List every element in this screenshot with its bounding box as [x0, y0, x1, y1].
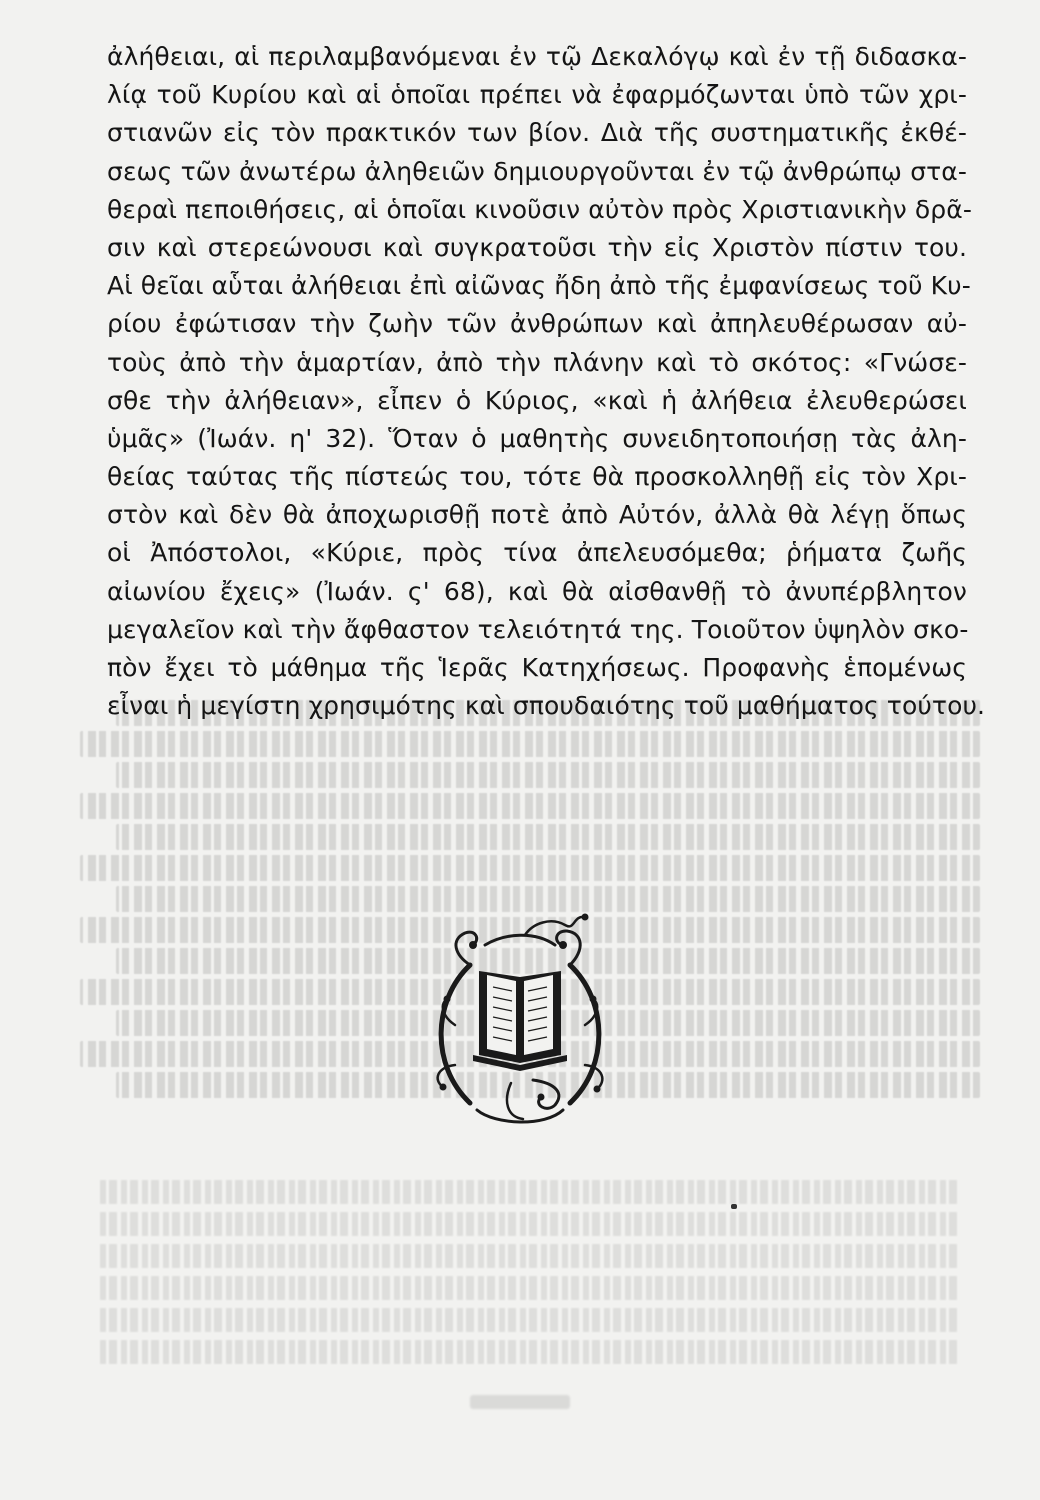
- text-line: τοὺς ἀπὸ τὴν ἁμαρτίαν, ἀπὸ τὴν πλάνην καὶ τὸ σκότος: «Γνώσε-: [107, 347, 967, 377]
- text-line: ἀλήθειαι, αἱ περιλαμβανόμεναι ἐν τῷ Δεκαλόγῳ καὶ ἐν τῇ διδασκα-: [107, 42, 967, 71]
- text-line: οἱ Ἀπόστολοι, «Κύριε, πρὸς τίνα ἀπελευσόμεθα; ῥήματα ζωῆς: [107, 538, 967, 568]
- text-line: σιν καὶ στερεώνουσι καὶ συγκρατοῦσι τὴν εἰς Χριστὸν πίστιν του.: [107, 232, 967, 262]
- ink-speck: [731, 1204, 737, 1209]
- open-book-wreath-icon: [415, 905, 625, 1135]
- text-line: στὸν καὶ δὲν θὰ ἀποχωρισθῇ ποτὲ ἀπὸ Αὐτόν, ἀλλὰ θὰ λέγῃ ὅπως: [107, 500, 967, 530]
- text-line: ρίου ἐφώτισαν τὴν ζωὴν τῶν ἀνθρώπων καὶ ἀπηλευθέρωσαν αὐ-: [107, 309, 967, 339]
- text-line: θεραὶ πεποιθήσεις, αἱ ὁποῖαι κινοῦσιν αὐτὸν πρὸς Χριστιανικὴν δρᾶ-: [107, 194, 972, 224]
- text-line: σεως τῶν ἀνωτέρω ἀληθειῶν δημιουργοῦνται ἐν τῷ ἀνθρώπῳ στα-: [107, 156, 967, 186]
- text-line: πὸν ἔχει τὸ μάθημα τῆς Ἱερᾶς Κατηχήσεως. Προφανὴς ἑπομένως: [107, 653, 967, 682]
- text-line: ὑμᾶς» (Ἰωάν. η' 32). Ὅταν ὁ μαθητὴς συνειδητοποιήσῃ τὰς ἀλη-: [107, 423, 967, 453]
- text-line: εἶναι ἡ μεγίστη χρησιμότης καὶ σπουδαιότης τοῦ μαθήματος τούτου.: [107, 691, 986, 721]
- body-text: [107, 38, 986, 725]
- text-line: στιανῶν εἰς τὸν πρακτικόν των βίον. Διὰ τῆς συστηματικῆς ἐκθέ-: [107, 118, 967, 148]
- bleed-through-text-lower: [100, 1180, 960, 1400]
- text-line: Αἱ θεῖαι αὗται ἀλήθειαι ἐπὶ αἰῶνας ἤδη ἀπὸ τῆς ἐμφανίσεως τοῦ Κυ-: [107, 271, 971, 301]
- bleed-through-page-number: [470, 1395, 570, 1409]
- text-line: αἰωνίου ἔχεις» (Ἰωάν. ς' 68), καὶ θὰ αἰσθανθῇ τὸ ἀνυπέρβλητον: [107, 576, 967, 606]
- text-line: λίᾳ τοῦ Κυρίου καὶ αἱ ὁποῖαι πρέπει νὰ ἐφαρμόζωνται ὑπὸ τῶν χρι-: [107, 80, 967, 110]
- text-line: σθε τὴν ἀλήθειαν», εἶπεν ὁ Κύριος, «καὶ ἡ ἀλήθεια ἐλευθερώσει: [107, 385, 967, 415]
- text-line: θείας ταύτας τῆς πίστεώς του, τότε θὰ προσκολληθῇ εἰς τὸν Χρι-: [107, 462, 967, 492]
- text-line: μεγαλεῖον καὶ τὴν ἄφθαστον τελειότητά της. Τοιοῦτον ὑψηλὸν σκο-: [107, 614, 969, 644]
